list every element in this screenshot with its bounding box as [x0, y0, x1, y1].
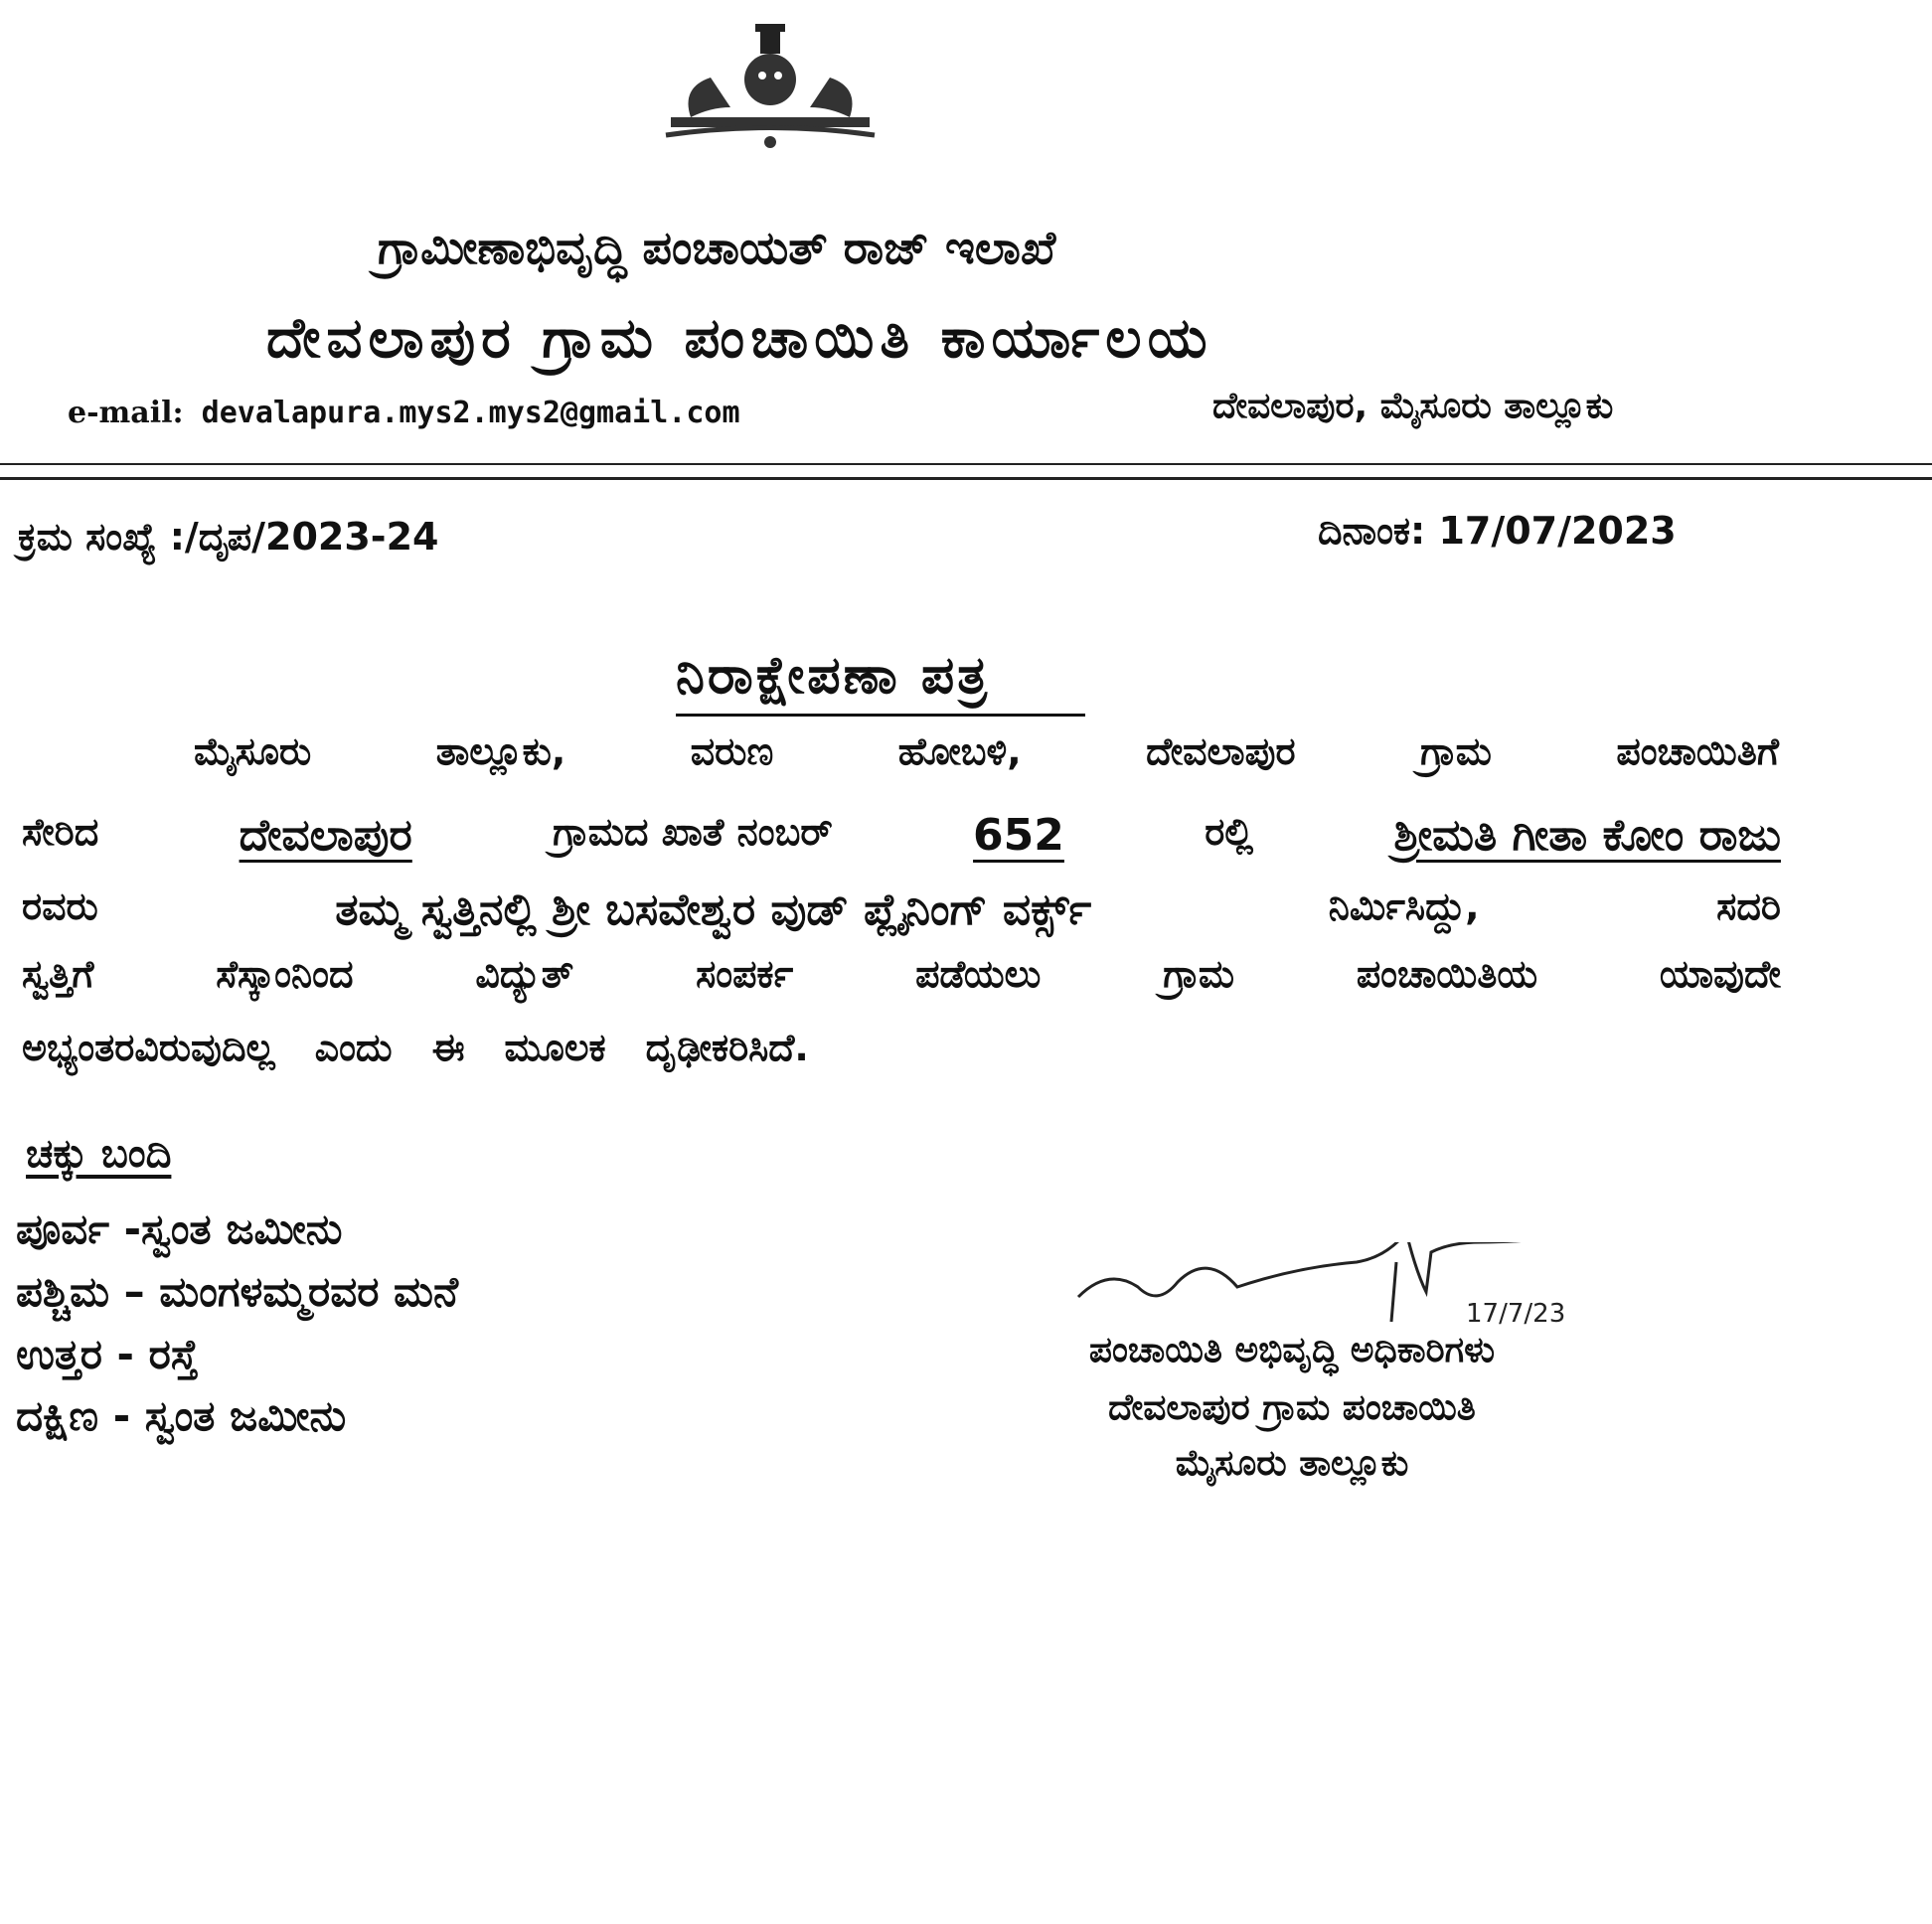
body-word: ಮೂಲಕ — [504, 1026, 606, 1069]
body-text: ಸೇರಿದ — [22, 810, 99, 854]
body-line-5 — [22, 1026, 1781, 1070]
department-heading: ಗ್ರಾಮೀಣಾಭಿವೃದ್ಧಿ ಪಂಚಾಯತ್ ರಾಜ್ ಇಲಾಖೆ — [378, 221, 1056, 274]
body-word: ಮೈಸೂರು — [194, 729, 312, 773]
body-line-3 — [22, 884, 1781, 935]
boundary-west: ಪಶ್ಚಿಮ – ಮಂಗಳಮ್ಮರವರ ಮನೆ — [16, 1267, 459, 1316]
body-word: ಪಂಚಾಯಿತಿಯ — [1356, 952, 1538, 996]
body-word: ಎಂದು — [314, 1026, 393, 1069]
body-line-1 — [194, 729, 1779, 774]
boundary-south: ದಕ್ಷಿಣ - ಸ್ವಂತ ಜಮೀನು — [16, 1391, 347, 1440]
header-divider-bottom — [0, 477, 1932, 480]
body-word: ತಾಲ್ಲೂಕು, — [435, 729, 566, 773]
body-text: ರವರು — [22, 884, 98, 928]
body-word: ಗ್ರಾಮ — [1420, 729, 1492, 773]
khata-number: 652 — [973, 810, 1064, 861]
signatory-office: ದೇವಲಾಪುರ ಗ್ರಾಮ ಪಂಚಾಯಿತಿ — [1108, 1387, 1476, 1428]
email-address: devalapura.mys2.mys2@gmail.com — [201, 396, 740, 430]
body-text: ನಿರ್ಮಿಸಿದ್ದು, — [1328, 884, 1480, 928]
village-name: ದೇವಲಾಪುರ — [239, 810, 412, 861]
boundary-east: ಪೂರ್ವ -ಸ್ವಂತ ಜಮೀನು — [16, 1204, 343, 1253]
body-line-2 — [22, 810, 1781, 861]
body-word: ಸಂಪರ್ಕ — [696, 952, 794, 996]
body-word: ದೃಢೀಕರಿಸಿದೆ. — [645, 1026, 809, 1069]
body-word: ಹೋಬಳಿ, — [897, 729, 1022, 773]
signature-date: 17/7/23 — [1466, 1299, 1566, 1329]
body-word: ಸೆಸ್ಕಾಂನಿಂದ — [216, 952, 354, 996]
boundaries-heading: ಚಕ್ಕು ಬಂದಿ — [26, 1131, 172, 1177]
reference-number: ಕ್ರಮ ಸಂಖ್ಯೆ :/ದೃಪ/2023-24 — [18, 515, 439, 559]
body-word: ವರುಣ — [690, 729, 774, 773]
property-description: ತಮ್ಮ ಸ್ವತ್ತಿನಲ್ಲಿ ಶ್ರೀ ಬಸವೇಶ್ವರ ವುಡ್ ಪ್ಲೈನಿಂಗ್ ವರ್ಕ್ಸ್ — [335, 884, 1092, 935]
body-word: ವಿದ್ಯುತ್ — [475, 952, 574, 996]
body-word: ಪಂಚಾಯಿತಿಗೆ — [1616, 729, 1779, 773]
office-location: ದೇವಲಾಪುರ, ಮೈಸೂರು ತಾಲ್ಲೂಕು — [1212, 386, 1614, 426]
state-emblem-icon — [651, 18, 889, 157]
body-word: ಗ್ರಾಮ — [1163, 952, 1234, 996]
body-word: ಈ — [431, 1026, 465, 1069]
signature-image — [1068, 1242, 1585, 1342]
signatory-taluk: ಮೈಸೂರು ತಾಲ್ಲೂಕು — [1175, 1443, 1409, 1484]
body-line-4 — [22, 952, 1781, 997]
office-heading: ದೇವಲಾಪುರ ಗ್ರಾಮ ಪಂಚಾಯಿತಿ ಕಾರ್ಯಾಲಯ — [266, 306, 1213, 371]
body-word: ಪಡೆಯಲು — [915, 952, 1042, 996]
body-text: ಗ್ರಾಮದ ಖಾತೆ ನಂಬರ್ — [553, 810, 833, 854]
email-line — [68, 396, 740, 430]
owner-name: ಶ್ರೀಮತಿ ಗೀತಾ ಕೋಂ ರಾಜು — [1393, 810, 1781, 861]
email-label: e-mail: — [68, 396, 184, 430]
title-underline — [676, 714, 1085, 717]
body-word: ದೇವಲಾಪುರ — [1146, 729, 1296, 773]
body-word: ಅಭ್ಯಂತರವಿರುವುದಿಲ್ಲ — [22, 1026, 275, 1069]
boundary-north: ಉತ್ತರ - ರಸ್ತೆ — [16, 1330, 199, 1378]
body-text: ಸದರಿ — [1716, 884, 1781, 928]
body-text: ರಲ್ಲಿ — [1205, 810, 1254, 854]
letter-date: ದಿನಾಂಕ: 17/07/2023 — [1318, 509, 1677, 553]
body-word: ಯಾವುದೇ — [1659, 952, 1781, 996]
body-word: ಸ್ವತ್ತಿಗೆ — [22, 952, 94, 996]
signatory-designation: ಪಂಚಾಯಿತಿ ಅಭಿವೃದ್ಧಿ ಅಧಿಕಾರಿಗಳು — [1088, 1330, 1496, 1370]
header-divider-top — [0, 463, 1932, 465]
letter-title: ನಿರಾಕ್ಷೇಪಣಾ ಪತ್ರ — [676, 646, 990, 706]
